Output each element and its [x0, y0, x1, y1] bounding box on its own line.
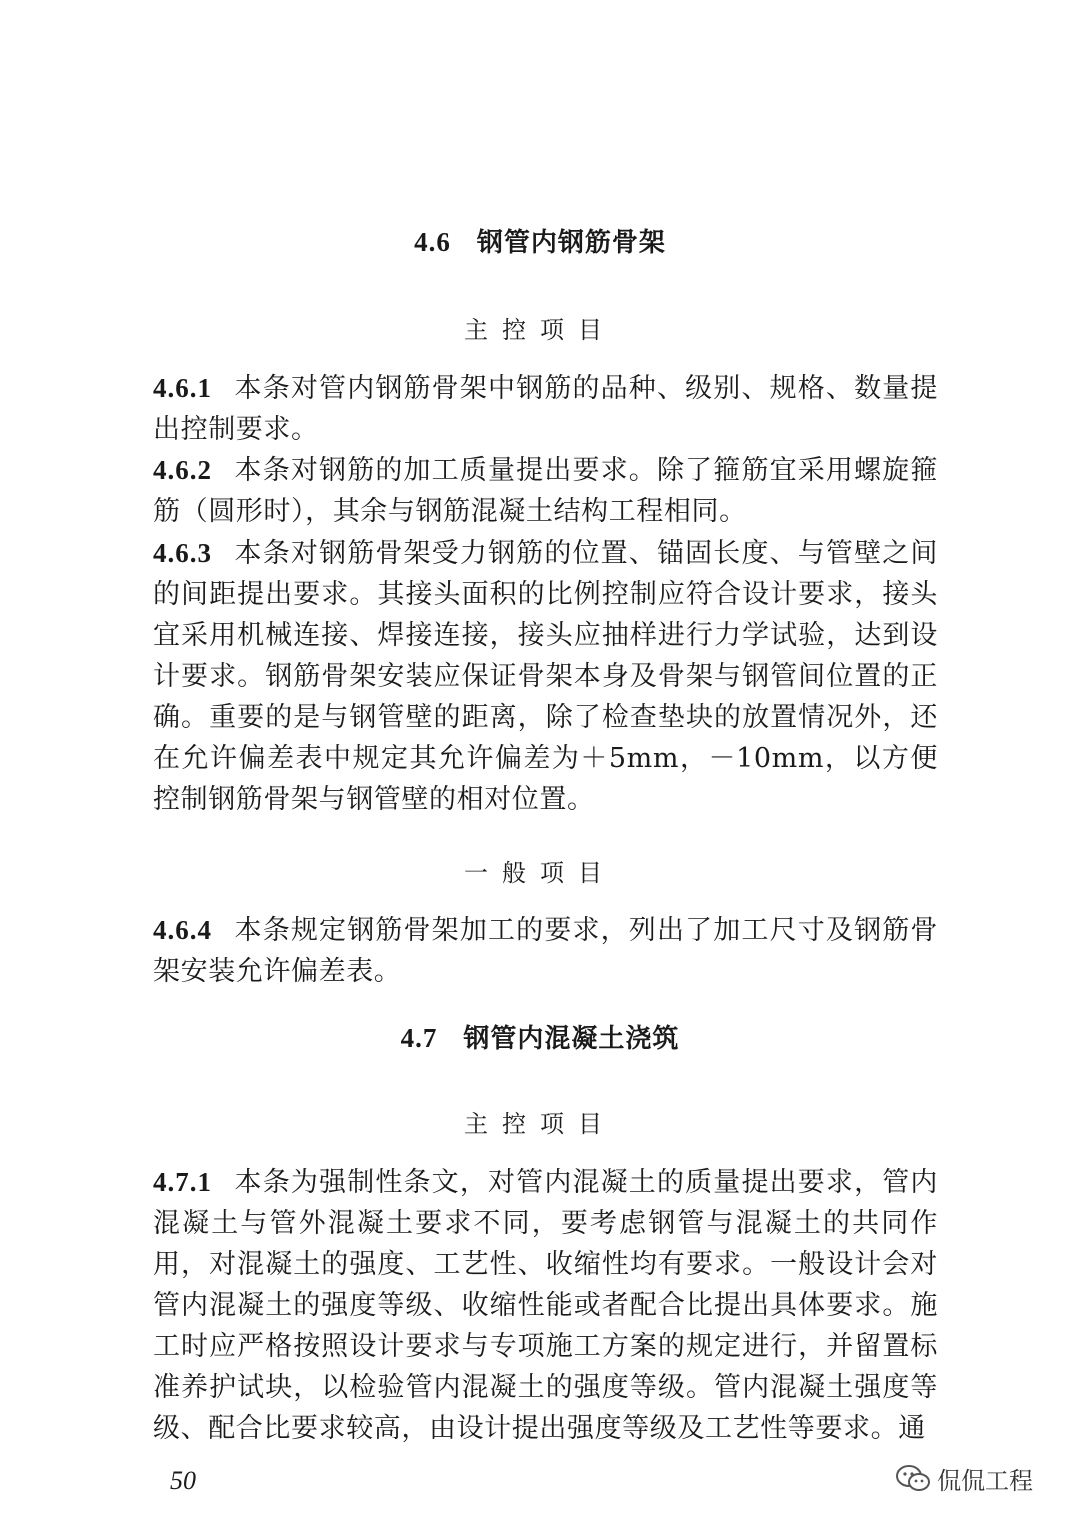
clause-text: 本条对钢筋的加工质量提出要求。除了箍筋宜采用螺旋箍筋（圆形时），其余与钢筋混凝土结构工程相同。 [153, 455, 938, 527]
subtitle-main-control: 主控项目 [464, 316, 616, 344]
page-number: 50 [170, 1466, 196, 1495]
subtitle-general-items: 一般项目 [464, 859, 616, 887]
watermark [895, 1461, 1033, 1496]
section-title-4-6 [0, 222, 1080, 259]
clause-number: 4.6.2 [153, 455, 212, 485]
subtitle-main-control: 主控项目 [464, 1110, 616, 1138]
clause-4-7-1 [153, 1162, 938, 1449]
clause-text: 本条为强制性条文，对管内混凝土的质量提出要求，管内混凝土与管外混凝土要求不同，要考虑钢管与混凝土的共同作用，对混凝土的强度、工艺性、收缩性均有要求。一般设计会对管内混凝土的强度等级、收缩性能或者配合比提出具体要求。施工时应严格按照设计要求与专项施工方案的规定进行，并留置标准养护试块，以检验管内混凝土的强度等级。管内混凝土强度等级、配合比要求较高，由设计提出强度等级及工艺性等要求。通 [153, 1167, 938, 1444]
watermark-text: 侃侃工程 [937, 1467, 1033, 1495]
section-heading: 钢管内混凝土浇筑 [463, 1024, 680, 1054]
clause-4-6-3 [153, 533, 938, 820]
clause-number: 4.6.3 [153, 538, 212, 568]
clause-text: 本条对钢筋骨架受力钢筋的位置、锚固长度、与管壁之间的间距提出要求。其接头面积的比例控制应符合设计要求，接头宜采用机械连接、焊接连接，接头应抽样进行力学试验，达到设计要求。钢筋骨架安装应保证骨架本身及骨架与钢管间位置的正确。重要的是与钢管壁的距离，除了检查垫块的放置情况外，还在允许偏差表中规定其允许偏差为＋5mm，－10mm，以方便控制钢筋骨架与钢管壁的相对位置。 [153, 538, 938, 815]
clause-4-6-1 [153, 368, 938, 450]
section-number: 4.6 [414, 227, 451, 257]
clause-text: 本条规定钢筋骨架加工的要求，列出了加工尺寸及钢筋骨架安装允许偏差表。 [153, 915, 938, 987]
clause-4-6-2 [153, 450, 938, 532]
clause-number: 4.7.1 [153, 1167, 212, 1197]
section-title-4-7 [0, 1018, 1080, 1055]
clause-number: 4.6.4 [153, 915, 212, 945]
clause-number: 4.6.1 [153, 373, 212, 403]
wechat-icon [895, 1464, 931, 1494]
clause-text: 本条对管内钢筋骨架中钢筋的品种、级别、规格、数量提出控制要求。 [153, 373, 938, 445]
section-heading: 钢管内钢筋骨架 [476, 228, 666, 258]
section-number: 4.7 [400, 1023, 438, 1053]
clause-4-6-4 [153, 910, 938, 992]
